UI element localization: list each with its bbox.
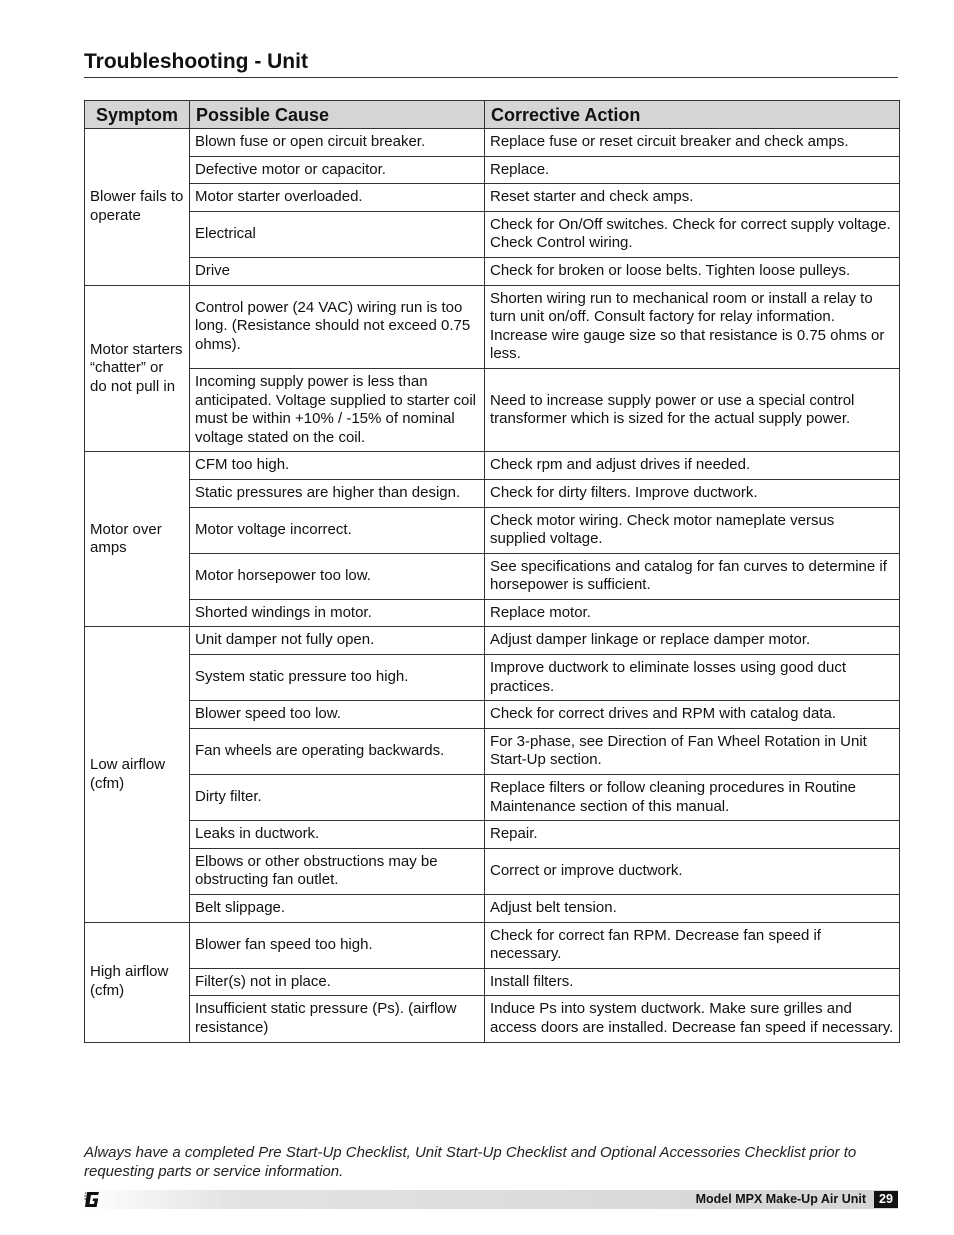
table-row: [85, 479, 900, 507]
action-cell: Need to increase supply power or use a special control transformer which is sized for the actual supply power.: [485, 368, 900, 451]
action-cell: Check for dirty filters. Improve ductwork.: [485, 479, 900, 507]
table-row: [85, 184, 900, 212]
action-cell: Improve ductwork to eliminate losses using good duct practices.: [485, 655, 900, 701]
action-cell: Replace motor.: [485, 599, 900, 627]
cause-cell: Blower speed too low.: [190, 701, 485, 729]
cause-cell: Fan wheels are operating backwards.: [190, 728, 485, 774]
action-cell: Shorten wiring run to mechanical room or install a relay to turn unit on/off. Consult factory for relay information. Increase wire gauge size so that resistance is 0.75 ohms or less.: [485, 285, 900, 368]
symptom-cell: Motor over amps: [85, 452, 190, 627]
cause-cell: Motor starter overloaded.: [190, 184, 485, 212]
table-row: [85, 285, 900, 368]
table-row: [85, 821, 900, 849]
table-row: [85, 848, 900, 894]
cause-cell: Unit damper not fully open.: [190, 627, 485, 655]
cause-cell: Belt slippage.: [190, 895, 485, 923]
action-cell: Check for correct drives and RPM with catalog data.: [485, 701, 900, 729]
symptom-cell: Low airflow (cfm): [85, 627, 190, 922]
footer-note: Always have a completed Pre Start-Up Checklist, Unit Start-Up Checklist and Optional Accessories Checklist prior to requesting parts or service information.: [84, 1144, 857, 1180]
cause-cell: Filter(s) not in place.: [190, 968, 485, 996]
action-cell: Check for On/Off switches. Check for correct supply voltage. Check Control wiring.: [485, 211, 900, 257]
action-cell: See specifications and catalog for fan curves to determine if horsepower is sufficient.: [485, 553, 900, 599]
action-cell: Adjust belt tension.: [485, 895, 900, 923]
symptom-cell: Blower fails to operate: [85, 129, 190, 286]
cause-cell: Blown fuse or open circuit breaker.: [190, 129, 485, 157]
table-row: [85, 257, 900, 285]
action-cell: Correct or improve ductwork.: [485, 848, 900, 894]
cause-cell: Motor voltage incorrect.: [190, 507, 485, 553]
troubleshooting-table: [84, 100, 900, 1043]
action-cell: Check rpm and adjust drives if needed.: [485, 452, 900, 480]
action-cell: Reset starter and check amps.: [485, 184, 900, 212]
action-cell: Check motor wiring. Check motor nameplate versus supplied voltage.: [485, 507, 900, 553]
action-cell: Replace fuse or reset circuit breaker and check amps.: [485, 129, 900, 157]
cause-cell: Drive: [190, 257, 485, 285]
table-row: [85, 895, 900, 923]
cause-cell: Static pressures are higher than design.: [190, 479, 485, 507]
table-row: [85, 507, 900, 553]
table-row: [85, 599, 900, 627]
action-cell: Check for correct fan RPM. Decrease fan speed if necessary.: [485, 922, 900, 968]
greenheck-g-logo-icon: [84, 1190, 102, 1209]
table-row: [85, 728, 900, 774]
symptom-cell: Motor starters “chatter” or do not pull in: [85, 285, 190, 452]
cause-cell: Control power (24 VAC) wiring run is too long. (Resistance should not exceed 0.75 ohms).: [190, 285, 485, 368]
action-cell: For 3-phase, see Direction of Fan Wheel Rotation in Unit Start-Up section.: [485, 728, 900, 774]
table-row: [85, 452, 900, 480]
footer-model-name: Model MPX Make-Up Air Unit: [695, 1192, 866, 1206]
table-row: [85, 129, 900, 157]
cause-cell: Insufficient static pressure (Ps). (airflow resistance): [190, 996, 485, 1042]
cause-cell: Blower fan speed too high.: [190, 922, 485, 968]
action-cell: Check for broken or loose belts. Tighten loose pulleys.: [485, 257, 900, 285]
table-row: [85, 968, 900, 996]
table-row: [85, 701, 900, 729]
header-possible-cause: Possible Cause: [190, 101, 485, 129]
table-row: [85, 627, 900, 655]
table-row: [85, 368, 900, 451]
action-cell: Repair.: [485, 821, 900, 849]
symptom-cell: High airflow (cfm): [85, 922, 190, 1042]
cause-cell: Dirty filter.: [190, 775, 485, 821]
page-title: Troubleshooting - Unit: [84, 50, 308, 73]
cause-cell: System static pressure too high.: [190, 655, 485, 701]
action-cell: Induce Ps into system ductwork. Make sure grilles and access doors are installed. Decrease fan speed if necessary.: [485, 996, 900, 1042]
title-divider: [84, 77, 898, 78]
page-number: 29: [874, 1191, 898, 1208]
table-header-row: [85, 101, 900, 129]
cause-cell: Electrical: [190, 211, 485, 257]
header-corrective-action: Corrective Action: [485, 101, 900, 129]
action-cell: Replace.: [485, 156, 900, 184]
table-row: [85, 553, 900, 599]
table-row: [85, 655, 900, 701]
cause-cell: Leaks in ductwork.: [190, 821, 485, 849]
cause-cell: Shorted windings in motor.: [190, 599, 485, 627]
cause-cell: Incoming supply power is less than anticipated. Voltage supplied to starter coil must be within +10% / -15% of nominal voltage stated on the coil.: [190, 368, 485, 451]
action-cell: Install filters.: [485, 968, 900, 996]
footer-bar: [84, 1190, 898, 1209]
table-row: [85, 996, 900, 1042]
header-symptom: Symptom: [85, 101, 190, 129]
table-row: [85, 922, 900, 968]
cause-cell: Motor horsepower too low.: [190, 553, 485, 599]
action-cell: Replace filters or follow cleaning procedures in Routine Maintenance section of this manual.: [485, 775, 900, 821]
table-row: [85, 211, 900, 257]
table-row: [85, 156, 900, 184]
action-cell: Adjust damper linkage or replace damper motor.: [485, 627, 900, 655]
cause-cell: Elbows or other obstructions may be obstructing fan outlet.: [190, 848, 485, 894]
cause-cell: CFM too high.: [190, 452, 485, 480]
table-row: [85, 775, 900, 821]
cause-cell: Defective motor or capacitor.: [190, 156, 485, 184]
